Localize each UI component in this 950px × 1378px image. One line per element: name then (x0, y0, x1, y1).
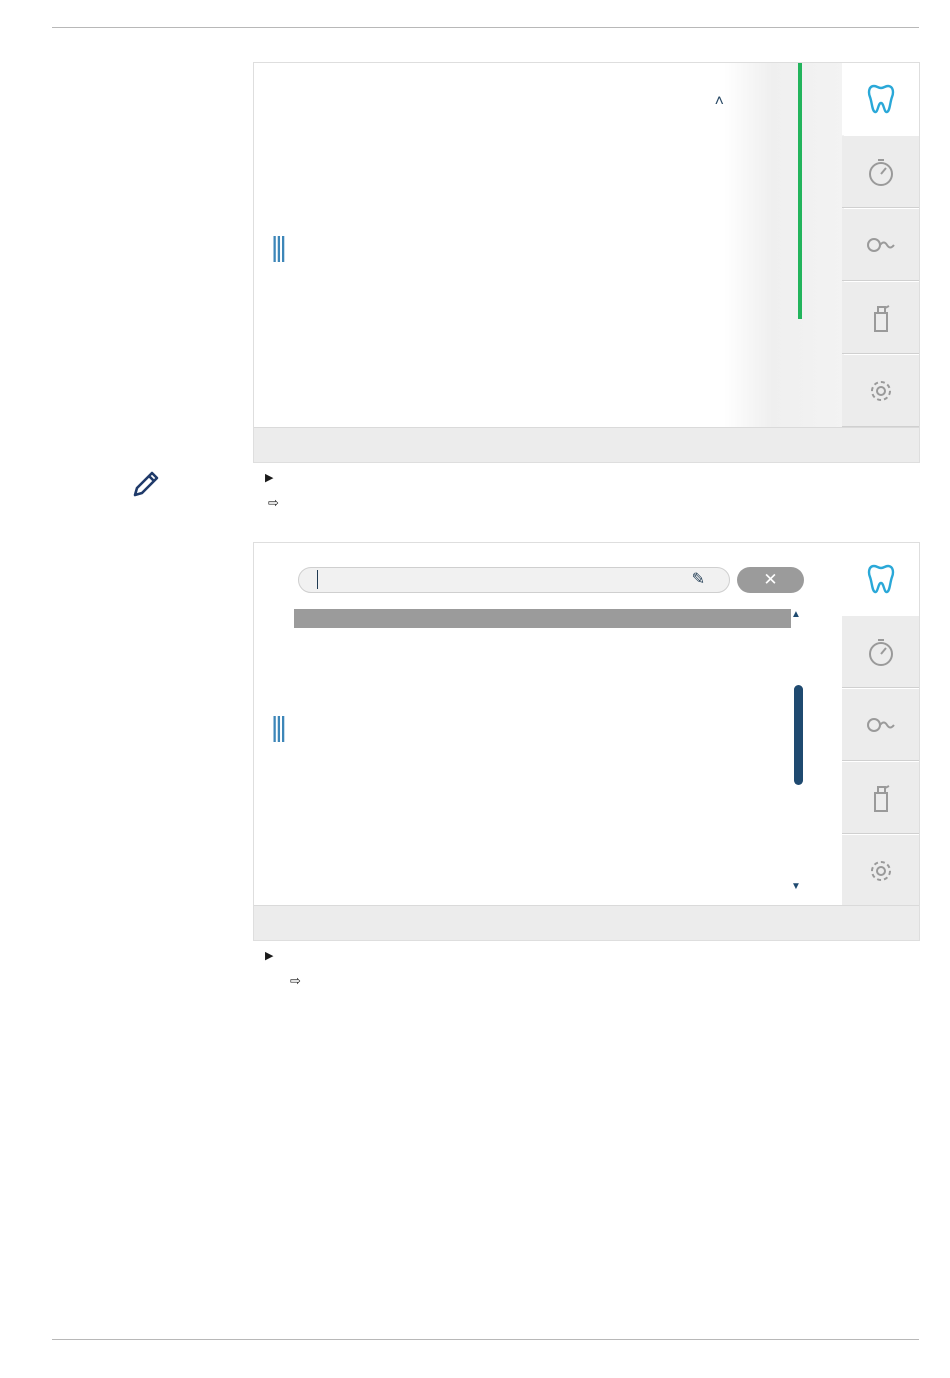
footer-rule (52, 1339, 919, 1340)
endo-file-green-graphic (790, 63, 810, 323)
drag-handle-icon[interactable]: ||| (271, 231, 284, 262)
pencil-icon (131, 469, 161, 499)
status-bar (254, 427, 919, 462)
table-header (294, 609, 791, 628)
edit-pencil-icon[interactable]: ✎ (691, 571, 705, 588)
file-icon (866, 715, 896, 735)
background-shape (724, 63, 844, 429)
scrollbar[interactable] (791, 609, 805, 909)
sidebar-tab-file[interactable] (842, 689, 919, 761)
sidebar-tab-spray[interactable] (842, 282, 919, 354)
instruction-step-1 (265, 465, 281, 488)
status-bar (254, 905, 919, 940)
scroll-down-icon[interactable]: ▼ (791, 881, 801, 892)
bullet-triangle-icon: ▶ (265, 949, 274, 962)
bullet-triangle-icon: ▶ (265, 471, 274, 484)
profile-name-value (317, 570, 319, 589)
close-button[interactable] (737, 567, 804, 593)
tooth-icon (867, 83, 895, 115)
result-step-1 (268, 491, 915, 514)
sidebar-tab-settings[interactable] (842, 355, 919, 427)
sequence-table (294, 609, 791, 909)
sidebar-tab-spray[interactable] (842, 762, 919, 834)
file-icon (866, 235, 896, 255)
sidebar-tab-timer[interactable] (842, 616, 919, 688)
device-screen-sequence-edit (253, 542, 920, 941)
result-arrow-icon: ⇨ (290, 974, 301, 989)
sidebar-tab-timer[interactable] (842, 136, 919, 208)
spray-icon (871, 783, 891, 813)
scroll-up-icon[interactable]: ▲ (791, 609, 801, 620)
device-screen-profile-list (253, 62, 920, 463)
stopwatch-icon (867, 157, 895, 187)
sidebar-tab-tooth[interactable] (842, 543, 919, 615)
profile-list (298, 85, 734, 119)
sidebar-tab-settings[interactable] (842, 835, 919, 907)
result-step-2 (290, 969, 310, 992)
gear-icon (868, 858, 894, 884)
sidebar-tab-file[interactable] (842, 209, 919, 281)
header-rule (52, 27, 919, 28)
result-arrow-icon: ⇨ (268, 496, 279, 511)
scrollbar-thumb[interactable] (794, 685, 803, 785)
close-icon: ✕ (763, 570, 778, 589)
stopwatch-icon (867, 637, 895, 667)
profile-name-field[interactable] (298, 567, 730, 593)
spray-icon (871, 303, 891, 333)
sidebar-tab-tooth[interactable] (842, 63, 919, 135)
sidebar (842, 63, 919, 462)
gear-icon (868, 378, 894, 404)
drag-handle-icon[interactable]: ||| (271, 711, 284, 742)
chevron-up-icon[interactable]: ˄ (714, 93, 724, 110)
tooth-icon (867, 563, 895, 595)
scroll-up-row (298, 85, 734, 119)
instruction-step-2 (265, 943, 281, 966)
sidebar (842, 543, 919, 940)
